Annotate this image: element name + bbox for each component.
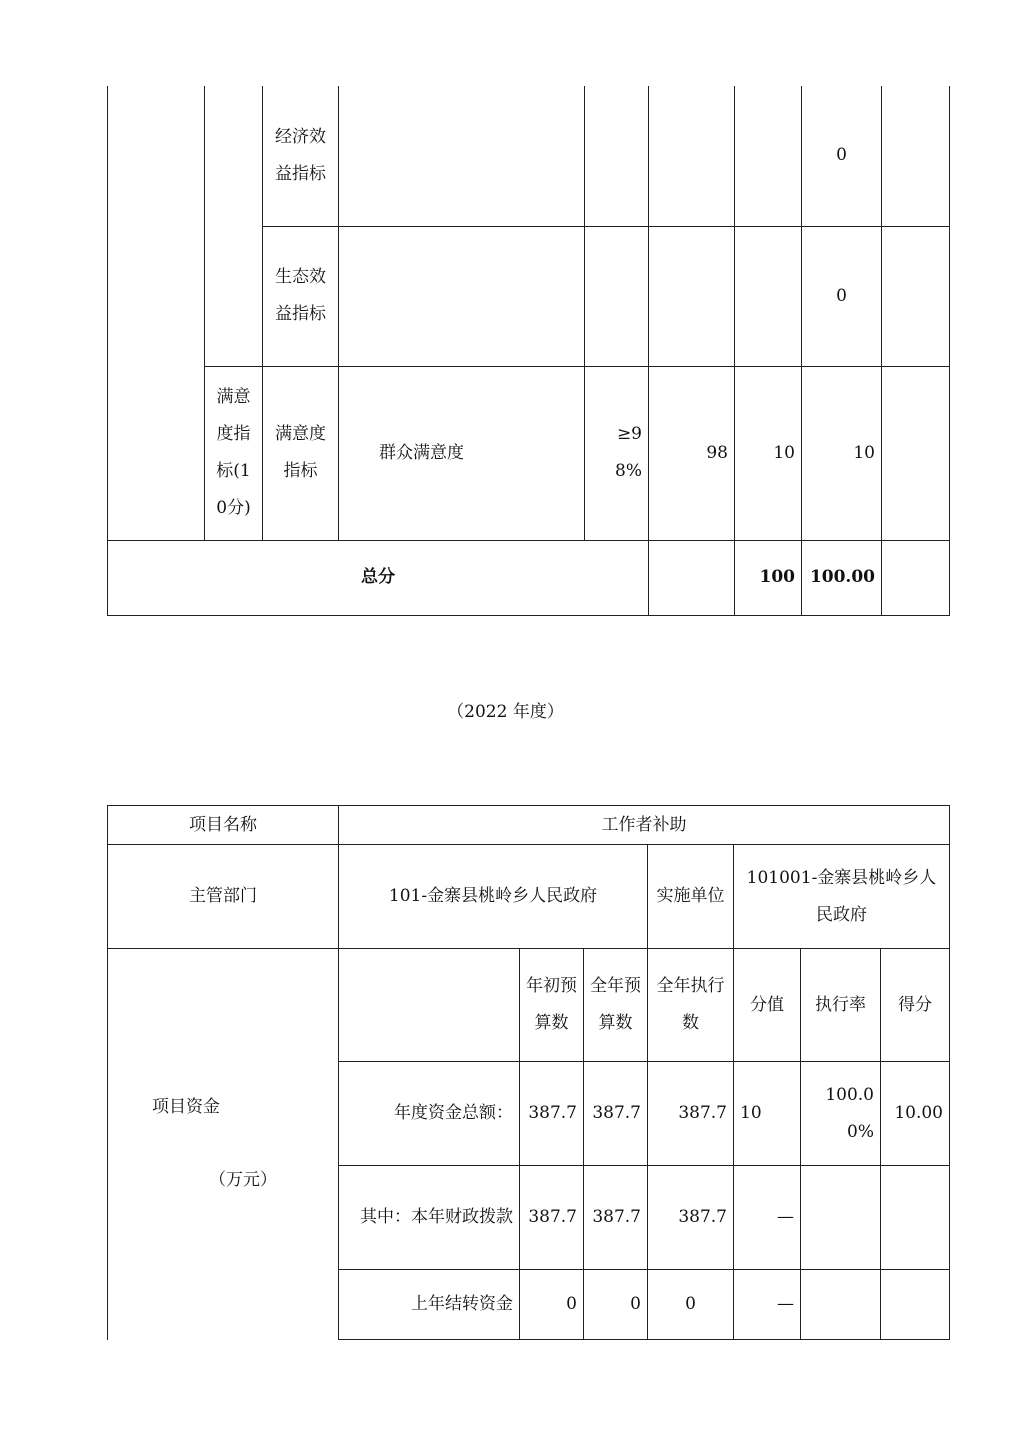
ecological-benefit-label: 生态效益指标	[263, 226, 339, 366]
ecological-benefit-score: 0	[802, 226, 882, 366]
satisfaction-indicator: 群众满意度	[339, 366, 585, 540]
performance-table-continued	[107, 86, 950, 616]
header-exec-rate: 执行率	[801, 949, 881, 1062]
fund-row-weight: —	[734, 1166, 801, 1270]
total-weight: 100	[735, 540, 802, 615]
implementing-unit-label: 实施单位	[648, 845, 734, 949]
fund-row-full: 0	[584, 1270, 648, 1340]
project-name-label: 项目名称	[108, 806, 339, 845]
fund-row-rate	[801, 1166, 881, 1270]
fund-row-full: 387.7	[584, 1166, 648, 1270]
department-label: 主管部门	[108, 845, 339, 949]
fund-row-score	[881, 1270, 950, 1340]
satisfaction-level1: 满意度指标(10分)	[205, 366, 263, 540]
fund-header-row	[108, 949, 950, 1062]
economic-benefit-label: 经济效益指标	[263, 86, 339, 226]
header-initial-budget: 年初预算数	[520, 949, 584, 1062]
fund-row-name: 其中：本年财政拨款	[339, 1166, 520, 1270]
fund-row-rate	[801, 1270, 881, 1340]
fund-row-initial: 387.7	[520, 1062, 584, 1166]
fund-row-score: 10.00	[881, 1062, 950, 1166]
implementing-unit-value: 101001-金寨县桃岭乡人民政府	[734, 845, 950, 949]
fund-row-name: 年度资金总额：	[339, 1062, 520, 1166]
fund-row-name: 上年结转资金	[339, 1270, 520, 1340]
satisfaction-actual: 98	[649, 366, 735, 540]
fund-row-exec: 0	[648, 1270, 734, 1340]
economic-benefit-score: 0	[802, 86, 882, 226]
fund-row-full: 387.7	[584, 1062, 648, 1166]
satisfaction-row	[108, 366, 950, 540]
header-weight: 分值	[734, 949, 801, 1062]
header-execution: 全年执行数	[648, 949, 734, 1062]
department-row	[108, 845, 950, 949]
year-label: （2022 年度）	[447, 702, 564, 722]
fund-row-initial: 387.7	[520, 1166, 584, 1270]
satisfaction-weight: 10	[735, 366, 802, 540]
total-row	[108, 540, 950, 615]
fund-unit: （万元）	[209, 1170, 277, 1191]
project-name-row	[108, 806, 950, 845]
fund-row-initial: 0	[520, 1270, 584, 1340]
project-name-value: 工作者补助	[339, 806, 950, 845]
fund-row-score	[881, 1166, 950, 1270]
fund-row-rate: 100.00%	[801, 1062, 881, 1166]
satisfaction-score: 10	[802, 366, 882, 540]
department-value: 101-金寨县桃岭乡人民政府	[339, 845, 648, 949]
fund-row-exec: 387.7	[648, 1166, 734, 1270]
satisfaction-level2: 满意度指标	[263, 366, 339, 540]
fund-row-weight: —	[734, 1270, 801, 1340]
total-score: 100.00	[802, 540, 882, 615]
fund-row-weight: 10	[734, 1062, 801, 1166]
total-label: 总分	[108, 540, 649, 615]
header-full-budget: 全年预算数	[584, 949, 648, 1062]
fund-label-cell	[108, 949, 339, 1340]
fund-row-exec: 387.7	[648, 1062, 734, 1166]
header-score: 得分	[881, 949, 950, 1062]
satisfaction-target: ≥98%	[585, 366, 649, 540]
economic-benefit-row	[108, 86, 950, 226]
fund-label: 项目资金	[152, 1097, 220, 1118]
project-fund-table	[107, 805, 950, 1340]
